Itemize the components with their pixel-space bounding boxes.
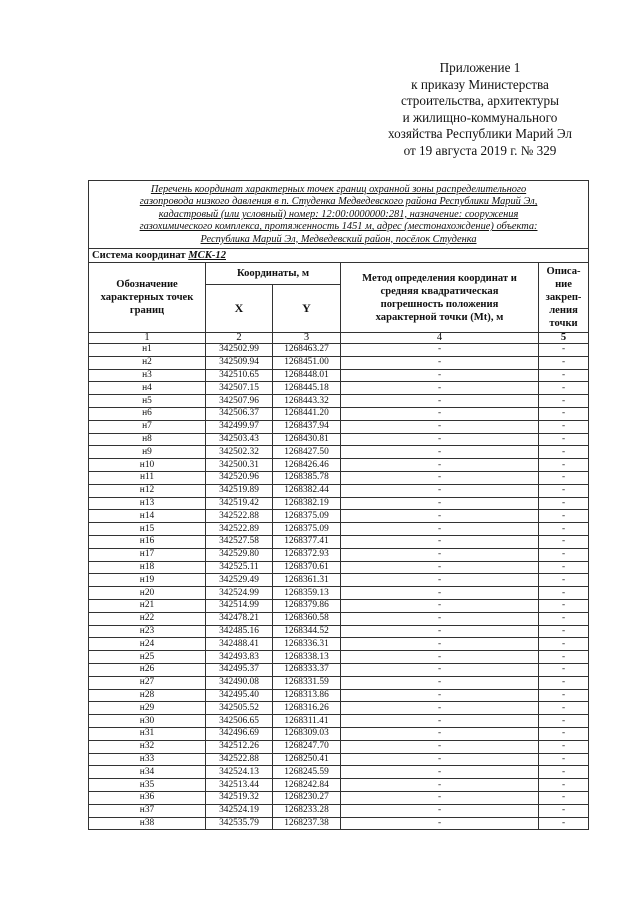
point-id-cell: н10 (89, 459, 206, 472)
point-id-cell: н31 (89, 727, 206, 740)
coordinates-table-container (88, 180, 588, 830)
x-coordinate-cell: 342510.65 (206, 369, 273, 382)
column-number-2: 2 (206, 333, 273, 344)
appendix-header (360, 60, 600, 160)
point-id-cell: н19 (89, 574, 206, 587)
y-coordinate-cell: 1268313.86 (273, 689, 341, 702)
y-coordinate-cell: 1268359.13 (273, 587, 341, 600)
description-cell: - (539, 766, 589, 779)
point-id-cell: н34 (89, 766, 206, 779)
table-row (89, 395, 589, 408)
header-x: X (206, 285, 273, 333)
method-cell: - (341, 395, 539, 408)
method-cell: - (341, 817, 539, 830)
method-cell: - (341, 715, 539, 728)
x-coordinate-cell: 342509.94 (206, 356, 273, 369)
point-id-cell: н6 (89, 408, 206, 421)
method-cell: - (341, 791, 539, 804)
description-cell: - (539, 446, 589, 459)
y-coordinate-cell: 1268375.09 (273, 523, 341, 536)
title-line: газохимического комплекса, протяженность 1451 м, адрес (местонахождение) объекта: (139, 221, 538, 233)
table-row (89, 689, 589, 702)
coordinates-table (88, 180, 589, 830)
table-row (89, 740, 589, 753)
y-coordinate-cell: 1268338.13 (273, 651, 341, 664)
method-cell: - (341, 574, 539, 587)
point-id-cell: н21 (89, 599, 206, 612)
method-cell: - (341, 472, 539, 485)
description-cell: - (539, 369, 589, 382)
description-cell: - (539, 587, 589, 600)
method-cell: - (341, 727, 539, 740)
point-id-cell: н38 (89, 817, 206, 830)
table-row (89, 523, 589, 536)
method-cell: - (341, 459, 539, 472)
description-cell: - (539, 791, 589, 804)
description-cell: - (539, 625, 589, 638)
point-id-cell: н37 (89, 804, 206, 817)
method-cell: - (341, 702, 539, 715)
point-id-cell: н15 (89, 523, 206, 536)
header-method: Метод определения координат и средняя квадратическая погрешность положения характерной точки (Mt), м (341, 263, 539, 333)
x-coordinate-cell: 342502.99 (206, 344, 273, 357)
y-coordinate-cell: 1268385.78 (273, 472, 341, 485)
y-coordinate-cell: 1268448.01 (273, 369, 341, 382)
description-cell: - (539, 420, 589, 433)
x-coordinate-cell: 342505.52 (206, 702, 273, 715)
method-cell: - (341, 625, 539, 638)
y-coordinate-cell: 1268250.41 (273, 753, 341, 766)
y-coordinate-cell: 1268377.41 (273, 535, 341, 548)
point-id-cell: н25 (89, 651, 206, 664)
method-cell: - (341, 548, 539, 561)
method-cell: - (341, 356, 539, 369)
x-coordinate-cell: 342507.96 (206, 395, 273, 408)
y-coordinate-cell: 1268382.44 (273, 484, 341, 497)
x-coordinate-cell: 342503.43 (206, 433, 273, 446)
x-coordinate-cell: 342495.37 (206, 663, 273, 676)
method-cell: - (341, 369, 539, 382)
description-cell: - (539, 676, 589, 689)
method-cell: - (341, 599, 539, 612)
point-id-cell: н35 (89, 779, 206, 792)
description-cell: - (539, 561, 589, 574)
table-row (89, 753, 589, 766)
description-cell: - (539, 702, 589, 715)
table-row (89, 817, 589, 830)
table-row (89, 420, 589, 433)
y-coordinate-cell: 1268242.84 (273, 779, 341, 792)
point-id-cell: н7 (89, 420, 206, 433)
y-coordinate-cell: 1268360.58 (273, 612, 341, 625)
x-coordinate-cell: 342506.65 (206, 715, 273, 728)
method-cell: - (341, 446, 539, 459)
table-row (89, 472, 589, 485)
method-cell: - (341, 740, 539, 753)
point-id-cell: н16 (89, 535, 206, 548)
point-id-cell: н27 (89, 676, 206, 689)
description-cell: - (539, 497, 589, 510)
header-y: Y (273, 285, 341, 333)
appendix-line: к приказу Министерства (411, 76, 549, 92)
point-id-cell: н29 (89, 702, 206, 715)
table-row (89, 663, 589, 676)
table-row (89, 510, 589, 523)
table-row (89, 612, 589, 625)
method-cell: - (341, 510, 539, 523)
method-cell: - (341, 779, 539, 792)
description-cell: - (539, 356, 589, 369)
point-id-cell: н12 (89, 484, 206, 497)
appendix-line: и жилищно-коммунального (402, 109, 558, 125)
x-coordinate-cell: 342519.89 (206, 484, 273, 497)
x-coordinate-cell: 342535.79 (206, 817, 273, 830)
point-id-cell: н1 (89, 344, 206, 357)
x-coordinate-cell: 342512.26 (206, 740, 273, 753)
column-number-4: 4 (341, 333, 539, 344)
y-coordinate-cell: 1268451.00 (273, 356, 341, 369)
description-cell: - (539, 510, 589, 523)
x-coordinate-cell: 342513.44 (206, 779, 273, 792)
table-row (89, 446, 589, 459)
coordinate-system-label: Система координат (92, 249, 189, 261)
column-number-5: 5 (539, 333, 589, 344)
method-cell: - (341, 804, 539, 817)
y-coordinate-cell: 1268230.27 (273, 791, 341, 804)
x-coordinate-cell: 342522.88 (206, 753, 273, 766)
point-id-cell: н36 (89, 791, 206, 804)
table-row (89, 369, 589, 382)
x-coordinate-cell: 342520.96 (206, 472, 273, 485)
method-cell: - (341, 535, 539, 548)
table-row (89, 497, 589, 510)
table-row (89, 702, 589, 715)
y-coordinate-cell: 1268375.09 (273, 510, 341, 523)
table-row (89, 599, 589, 612)
table-row (89, 651, 589, 664)
method-cell: - (341, 497, 539, 510)
point-id-cell: н24 (89, 638, 206, 651)
table-row (89, 408, 589, 421)
table-row (89, 676, 589, 689)
y-coordinate-cell: 1268370.61 (273, 561, 341, 574)
method-cell: - (341, 408, 539, 421)
method-cell: - (341, 689, 539, 702)
description-cell: - (539, 599, 589, 612)
point-id-cell: н17 (89, 548, 206, 561)
method-cell: - (341, 766, 539, 779)
y-coordinate-cell: 1268427.50 (273, 446, 341, 459)
method-cell: - (341, 663, 539, 676)
method-cell: - (341, 561, 539, 574)
description-cell: - (539, 574, 589, 587)
x-coordinate-cell: 342495.40 (206, 689, 273, 702)
x-coordinate-cell: 342502.32 (206, 446, 273, 459)
point-id-cell: н18 (89, 561, 206, 574)
x-coordinate-cell: 342506.37 (206, 408, 273, 421)
x-coordinate-cell: 342478.21 (206, 612, 273, 625)
y-coordinate-cell: 1268333.37 (273, 663, 341, 676)
x-coordinate-cell: 342500.31 (206, 459, 273, 472)
description-cell: - (539, 408, 589, 421)
y-coordinate-cell: 1268344.52 (273, 625, 341, 638)
point-id-cell: н8 (89, 433, 206, 446)
appendix-line: от 19 августа 2019 г. № 329 (403, 142, 557, 158)
table-row (89, 356, 589, 369)
table-row (89, 727, 589, 740)
point-id-cell: н4 (89, 382, 206, 395)
y-coordinate-cell: 1268309.03 (273, 727, 341, 740)
header-point-designation: Обозначение характерных точек границ (89, 263, 206, 333)
x-coordinate-cell: 342519.32 (206, 791, 273, 804)
description-cell: - (539, 472, 589, 485)
x-coordinate-cell: 342488.41 (206, 638, 273, 651)
y-coordinate-cell: 1268382.19 (273, 497, 341, 510)
y-coordinate-cell: 1268245.59 (273, 766, 341, 779)
y-coordinate-cell: 1268426.46 (273, 459, 341, 472)
description-cell: - (539, 548, 589, 561)
point-id-cell: н32 (89, 740, 206, 753)
x-coordinate-cell: 342496.69 (206, 727, 273, 740)
table-row (89, 535, 589, 548)
point-id-cell: н22 (89, 612, 206, 625)
table-row (89, 638, 589, 651)
point-id-cell: н23 (89, 625, 206, 638)
table-row (89, 433, 589, 446)
point-id-cell: н26 (89, 663, 206, 676)
x-coordinate-cell: 342529.80 (206, 548, 273, 561)
y-coordinate-cell: 1268443.32 (273, 395, 341, 408)
description-cell: - (539, 382, 589, 395)
coordinate-system-row (89, 249, 589, 263)
description-cell: - (539, 651, 589, 664)
method-cell: - (341, 484, 539, 497)
title-line: кадастровый (или условный) номер: 12:00:0000000:281, назначение: сооружения (158, 208, 519, 220)
x-coordinate-cell: 342507.15 (206, 382, 273, 395)
table-row (89, 766, 589, 779)
method-cell: - (341, 753, 539, 766)
table-row (89, 804, 589, 817)
method-cell: - (341, 523, 539, 536)
table-row (89, 459, 589, 472)
description-cell: - (539, 753, 589, 766)
y-coordinate-cell: 1268463.27 (273, 344, 341, 357)
x-coordinate-cell: 342522.88 (206, 510, 273, 523)
method-cell: - (341, 433, 539, 446)
method-cell: - (341, 676, 539, 689)
description-cell: - (539, 779, 589, 792)
description-cell: - (539, 344, 589, 357)
title-line: Перечень координат характерных точек границ охранной зоны распределительного (150, 184, 527, 195)
x-coordinate-cell: 342524.99 (206, 587, 273, 600)
y-coordinate-cell: 1268379.86 (273, 599, 341, 612)
table-row (89, 344, 589, 357)
y-coordinate-cell: 1268372.93 (273, 548, 341, 561)
description-cell: - (539, 395, 589, 408)
table-row (89, 625, 589, 638)
x-coordinate-cell: 342485.16 (206, 625, 273, 638)
y-coordinate-cell: 1268441.20 (273, 408, 341, 421)
x-coordinate-cell: 342524.19 (206, 804, 273, 817)
coordinate-system-value: МСК-12 (188, 249, 226, 261)
column-number-3: 3 (273, 333, 341, 344)
table-row (89, 791, 589, 804)
y-coordinate-cell: 1268336.31 (273, 638, 341, 651)
table-row (89, 382, 589, 395)
description-cell: - (539, 535, 589, 548)
y-coordinate-cell: 1268430.81 (273, 433, 341, 446)
point-id-cell: н28 (89, 689, 206, 702)
appendix-line: строительства, архитектуры (401, 93, 559, 109)
appendix-line: Приложение 1 (439, 60, 521, 75)
x-coordinate-cell: 342524.13 (206, 766, 273, 779)
appendix-line: хозяйства Республики Марий Эл (388, 126, 572, 142)
header-coordinates-group: Координаты, м (206, 263, 341, 285)
point-id-cell: н30 (89, 715, 206, 728)
description-cell: - (539, 727, 589, 740)
y-coordinate-cell: 1268316.26 (273, 702, 341, 715)
x-coordinate-cell: 342529.49 (206, 574, 273, 587)
description-cell: - (539, 433, 589, 446)
table-row (89, 587, 589, 600)
description-cell: - (539, 484, 589, 497)
y-coordinate-cell: 1268445.18 (273, 382, 341, 395)
table-row (89, 715, 589, 728)
description-cell: - (539, 689, 589, 702)
table-row (89, 548, 589, 561)
point-id-cell: н9 (89, 446, 206, 459)
description-cell: - (539, 817, 589, 830)
table-title (89, 181, 589, 249)
point-id-cell: н20 (89, 587, 206, 600)
method-cell: - (341, 651, 539, 664)
x-coordinate-cell: 342522.89 (206, 523, 273, 536)
x-coordinate-cell: 342525.11 (206, 561, 273, 574)
method-cell: - (341, 612, 539, 625)
x-coordinate-cell: 342499.97 (206, 420, 273, 433)
description-cell: - (539, 804, 589, 817)
x-coordinate-cell: 342514.99 (206, 599, 273, 612)
y-coordinate-cell: 1268233.28 (273, 804, 341, 817)
y-coordinate-cell: 1268437.94 (273, 420, 341, 433)
description-cell: - (539, 523, 589, 536)
y-coordinate-cell: 1268331.59 (273, 676, 341, 689)
x-coordinate-cell: 342493.83 (206, 651, 273, 664)
method-cell: - (341, 420, 539, 433)
point-id-cell: н3 (89, 369, 206, 382)
x-coordinate-cell: 342519.42 (206, 497, 273, 510)
description-cell: - (539, 715, 589, 728)
y-coordinate-cell: 1268311.41 (273, 715, 341, 728)
description-cell: - (539, 638, 589, 651)
method-cell: - (341, 638, 539, 651)
table-row (89, 779, 589, 792)
table-row (89, 574, 589, 587)
method-cell: - (341, 587, 539, 600)
y-coordinate-cell: 1268361.31 (273, 574, 341, 587)
point-id-cell: н33 (89, 753, 206, 766)
x-coordinate-cell: 342527.58 (206, 535, 273, 548)
description-cell: - (539, 612, 589, 625)
header-description: Описа-ние закреп-ления точки (539, 263, 589, 333)
y-coordinate-cell: 1268247.70 (273, 740, 341, 753)
method-cell: - (341, 382, 539, 395)
table-row (89, 561, 589, 574)
x-coordinate-cell: 342490.08 (206, 676, 273, 689)
description-cell: - (539, 459, 589, 472)
method-cell: - (341, 344, 539, 357)
point-id-cell: н14 (89, 510, 206, 523)
point-id-cell: н2 (89, 356, 206, 369)
point-id-cell: н5 (89, 395, 206, 408)
point-id-cell: н13 (89, 497, 206, 510)
description-cell: - (539, 663, 589, 676)
title-line: Республика Марий Эл, Медведевский район, посёлок Студенка (200, 233, 477, 245)
table-row (89, 484, 589, 497)
point-id-cell: н11 (89, 472, 206, 485)
description-cell: - (539, 740, 589, 753)
title-line: газопровода низкого давления в п. Студенка Медведевского района Республики Марий Эл, (139, 196, 538, 208)
y-coordinate-cell: 1268237.38 (273, 817, 341, 830)
column-number-1: 1 (89, 333, 206, 344)
